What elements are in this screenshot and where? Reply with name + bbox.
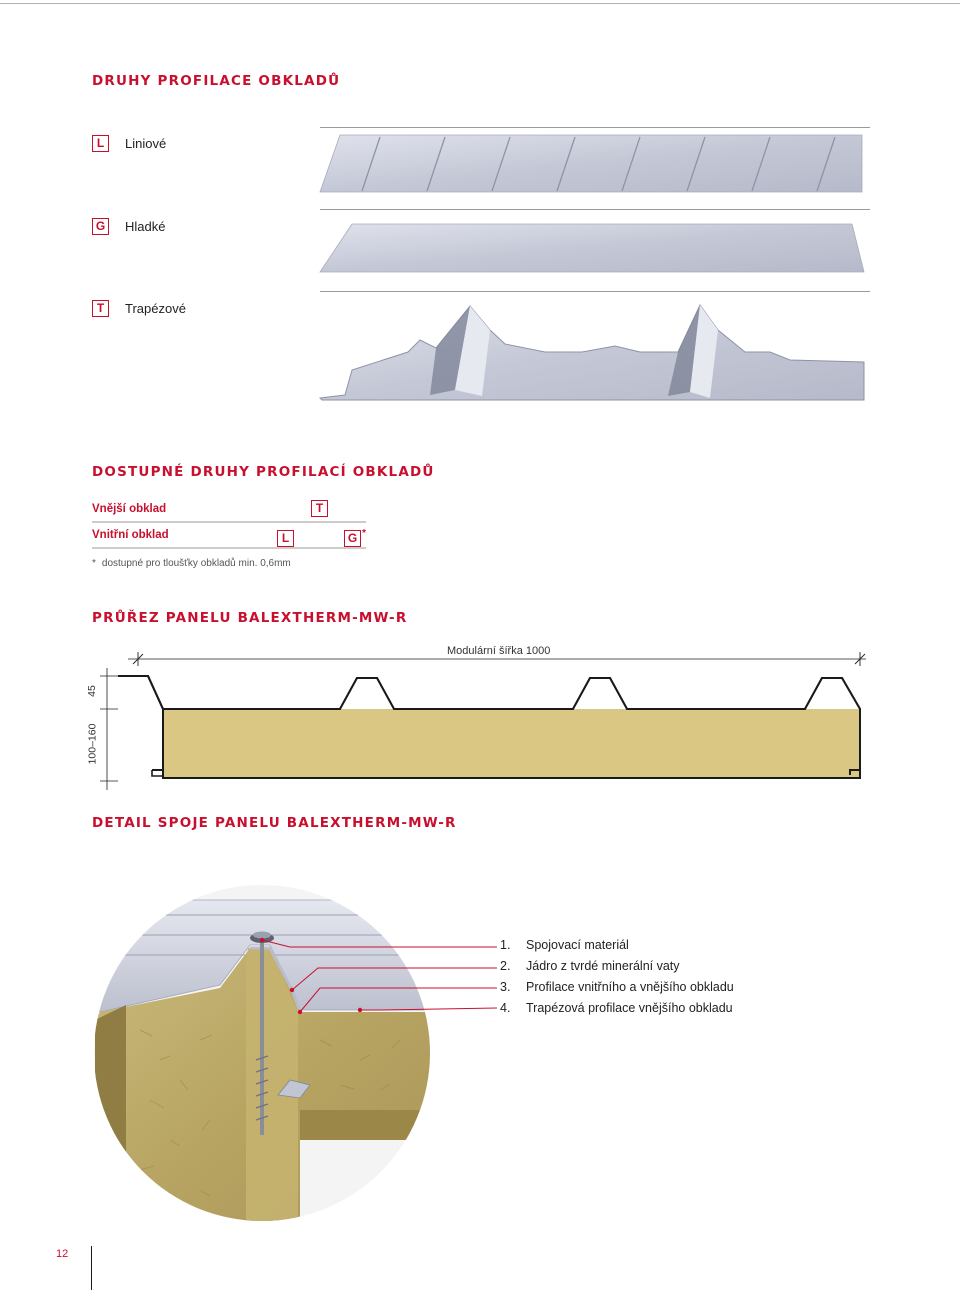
profile-badge-g: G xyxy=(92,218,109,235)
joint-detail-illustration xyxy=(80,885,440,1240)
rib-height-label: 45 xyxy=(85,685,98,697)
profile-badge-l: L xyxy=(92,135,109,152)
inner-cladding-label: Vnitřní obklad xyxy=(92,529,169,541)
legend-item: 3. Profilace vnitřního a vnějšího obkladu xyxy=(500,980,734,994)
profile-label-hladke: Hladké xyxy=(125,219,166,234)
joint-legend xyxy=(500,938,734,1022)
legend-item: 4. Trapézová profilace vnějšího obkladu xyxy=(500,1001,733,1015)
section-title-profiles: DRUHY PROFILACE OBKLADŮ xyxy=(92,73,341,89)
profile-label-trapezove: Trapézové xyxy=(125,301,186,316)
inner-badge-l: L xyxy=(277,530,294,547)
panel-thickness-label: 100–160 xyxy=(86,723,99,765)
availability-note xyxy=(92,558,297,569)
liniove-sheet-image xyxy=(320,135,862,192)
modular-width-label: Modulární šířka 1000 xyxy=(447,645,551,657)
legend-item: 1. Spojovací materiál xyxy=(500,938,629,952)
section-title-cross-section: PRŮŘEZ PANELU BALEXTHERM-MW-R xyxy=(92,610,408,626)
outer-badge-t: T xyxy=(311,500,328,517)
inner-badge-g: G xyxy=(344,530,361,547)
profile-badge-t: T xyxy=(92,300,109,317)
page-number: 12 xyxy=(56,1248,69,1260)
section-title-joint-detail: DETAIL SPOJE PANELU BALEXTHERM-MW-R xyxy=(92,815,457,831)
trapezove-sheet-image xyxy=(320,305,864,400)
section-title-available: DOSTUPNÉ DRUHY PROFILACÍ OBKLADŮ xyxy=(92,464,435,480)
note-symbol: * xyxy=(92,558,96,569)
panel-cross-section xyxy=(100,652,866,790)
asterisk-mark: * xyxy=(362,528,366,539)
legend-item: 2. Jádro z tvrdé minerální vaty xyxy=(500,959,680,973)
outer-cladding-label: Vnější obklad xyxy=(92,503,167,515)
footer-rule xyxy=(91,1246,92,1290)
note-text: dostupné pro tloušťky obkladů min. 0,6mm xyxy=(101,558,291,569)
hladke-sheet-image xyxy=(320,224,864,272)
profile-label-liniove: Liniové xyxy=(125,136,167,151)
